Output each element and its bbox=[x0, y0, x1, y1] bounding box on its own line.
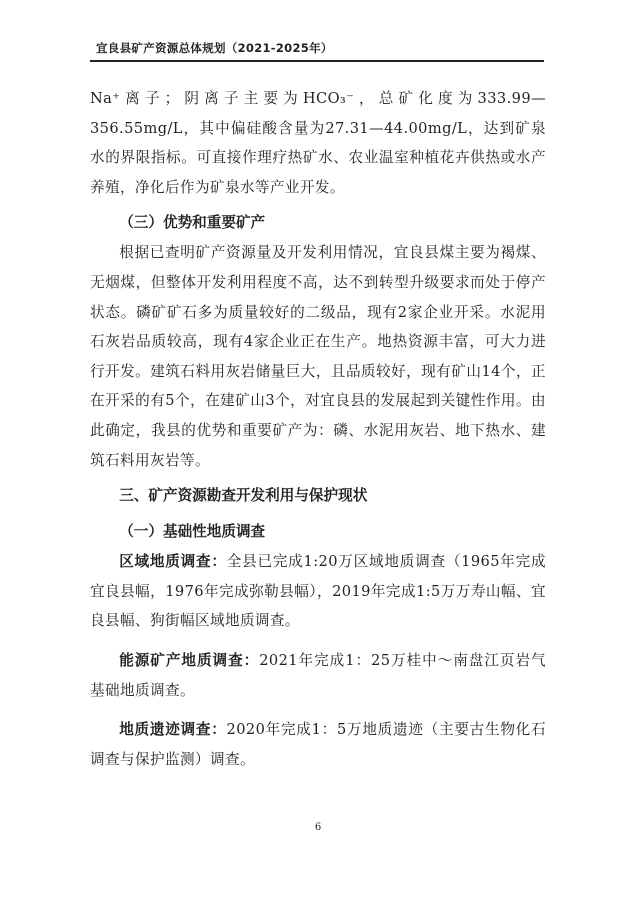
paragraph-regional-survey bbox=[90, 547, 546, 636]
heading-basic-survey: （一）基础性地质调查 bbox=[119, 523, 266, 541]
heading-advantage-minerals: （三）优势和重要矿产 bbox=[119, 214, 266, 232]
paragraph-hot-spring-chemistry: Na⁺离子；阴离子主要为HCO₃⁻，总矿化度为333.99—356.55mg/L，其中偏硅酸含量为27.31—44.00mg/L，达到矿泉水的界限指标。可直接作理疗热矿水、农业温室种植花卉供热或水产养殖，净化后作为矿泉水等产业开发。 bbox=[90, 90, 546, 196]
heading-section-three: 三、矿产资源勘查开发利用与保护现状 bbox=[119, 487, 368, 505]
header-rule bbox=[90, 60, 544, 62]
label-geoheritage-survey: 地质遗迹调查： bbox=[119, 721, 227, 739]
running-header: 宜良县矿产资源总体规划（2021-2025年） bbox=[96, 41, 333, 55]
text-regional-survey: 全县已完成1:20万区域地质调查（1965年完成宜良县幅，1976年完成弥勒县幅），2019年完成1:5万万寿山幅、宜良县幅、狗街幅区域地质调查。 bbox=[90, 553, 547, 630]
text-geoheritage-survey: 2020年完成1：5万地质遗迹（主要古生物化石调查与保护监测）调查。 bbox=[90, 721, 546, 768]
paragraph-advantage-minerals: 根据已查明矿产资源量及开发利用情况，宜良县煤主要为褐煤、无烟煤，但整体开发利用程度不高，达不到转型升级要求而处于停产状态。磷矿矿石多为质量较好的二级品，现有2家企业开采。水泥用石灰岩品质较高，现有4家企业正在生产。地热资源丰富，可大力进行开发。建筑石料用灰岩储量巨大，且品质较好，现有矿山14个，正在开采的有5个，在建矿山3个，对宜良县的发展起到关键性作用。由此确定，我县的优势和重要矿产为：磷、水泥用灰岩、地下热水、建筑石料用灰岩等。 bbox=[90, 244, 546, 469]
paragraph-energy-survey bbox=[90, 646, 546, 705]
page-body bbox=[90, 84, 546, 774]
page-number: 6 bbox=[314, 822, 322, 833]
label-regional-survey: 区域地质调查： bbox=[119, 553, 227, 571]
paragraph-geoheritage-survey bbox=[90, 715, 546, 774]
text-energy-survey: 2021年完成1：25万桂中～南盘江页岩气基础地质调查。 bbox=[90, 651, 546, 699]
label-energy-survey: 能源矿产地质调查： bbox=[119, 651, 260, 669]
